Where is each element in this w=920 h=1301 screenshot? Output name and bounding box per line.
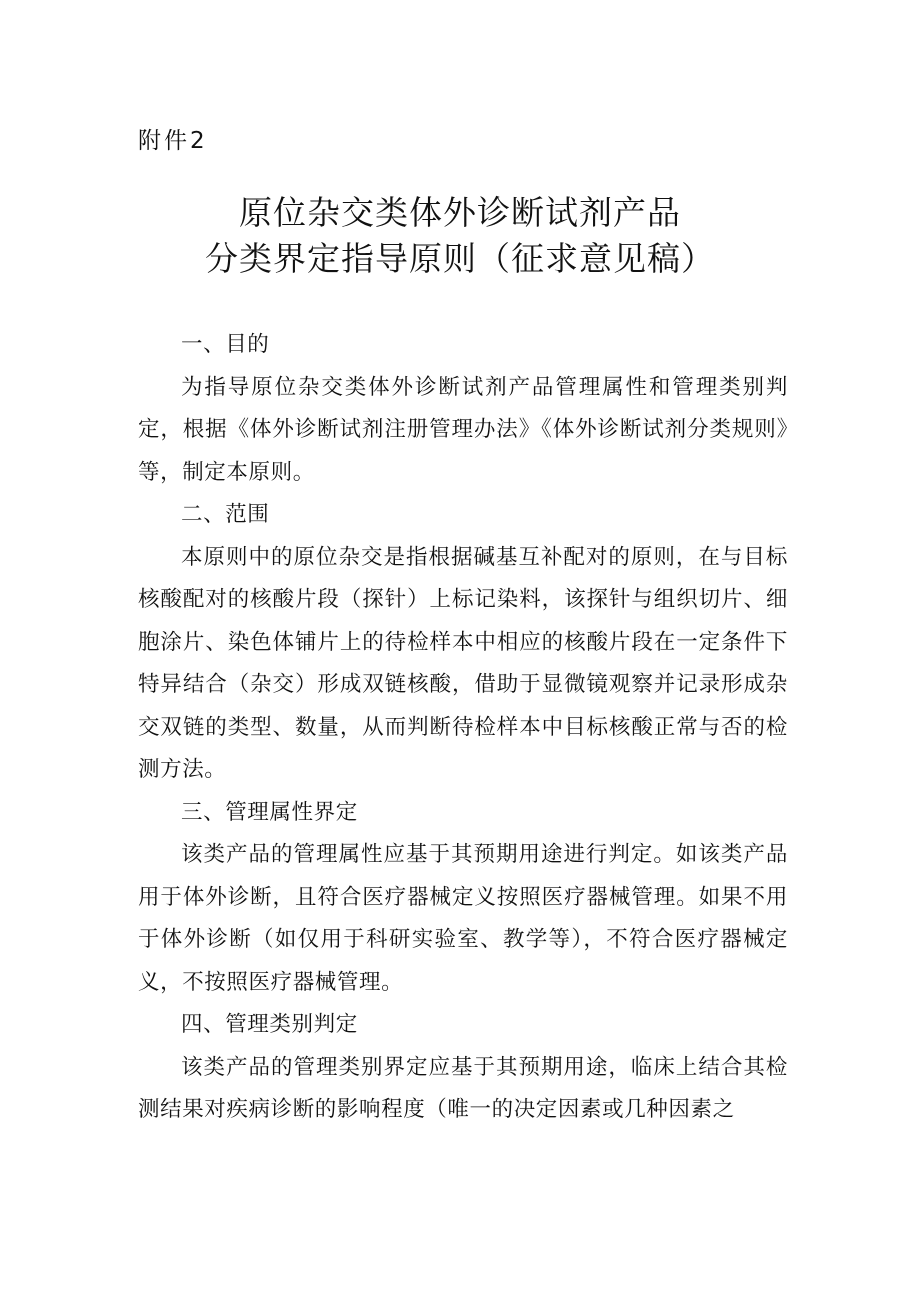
section-heading-category: 四、管理类别判定	[181, 1012, 358, 1037]
section-heading-purpose: 一、目的	[181, 332, 270, 357]
paragraph-scope: 本原则中的原位杂交是指根据碱基互补配对的原则，在与目标核酸配对的核酸片段（探针）上标记染料，该探针与组织切片、细胞涂片、染色体铺片上的待检样本中相应的核酸片段在一定条件下特异结合（杂交）形成双链核酸，借助于显微镜观察并记录形成杂交双链的类型、数量，从而判断待检样本中目标核酸正常与否的检测方法。	[138, 544, 788, 782]
section-heading-attribute: 三、管理属性界定	[181, 799, 358, 825]
title-line-2: 分类界定指导原则（征求意见稿）	[205, 239, 715, 278]
section-heading-scope: 二、范围	[181, 502, 270, 527]
paragraph-purpose: 为指导原位杂交类体外诊断试剂产品管理属性和管理类别判定，根据《体外诊断试剂注册管理办法》《体外诊断试剂分类规则》等，制定本原则。	[138, 374, 788, 485]
paragraph-attribute: 该类产品的管理属性应基于其预期用途进行判定。如该类产品用于体外诊断，且符合医疗器械定义按照医疗器械管理。如果不用于体外诊断（如仅用于科研实验室、教学等），不符合医疗器械定义，不按照医疗器械管理。	[138, 842, 788, 995]
title-line-1: 原位杂交类体外诊断试剂产品	[239, 193, 681, 232]
document-body	[138, 324, 788, 1132]
document-title	[0, 190, 920, 282]
paragraph-category: 该类产品的管理类别界定应基于其预期用途，临床上结合其检测结果对疾病诊断的影响程度（唯一的决定因素或几种因素之	[138, 1054, 788, 1122]
attachment-label: 附件2	[138, 128, 208, 154]
